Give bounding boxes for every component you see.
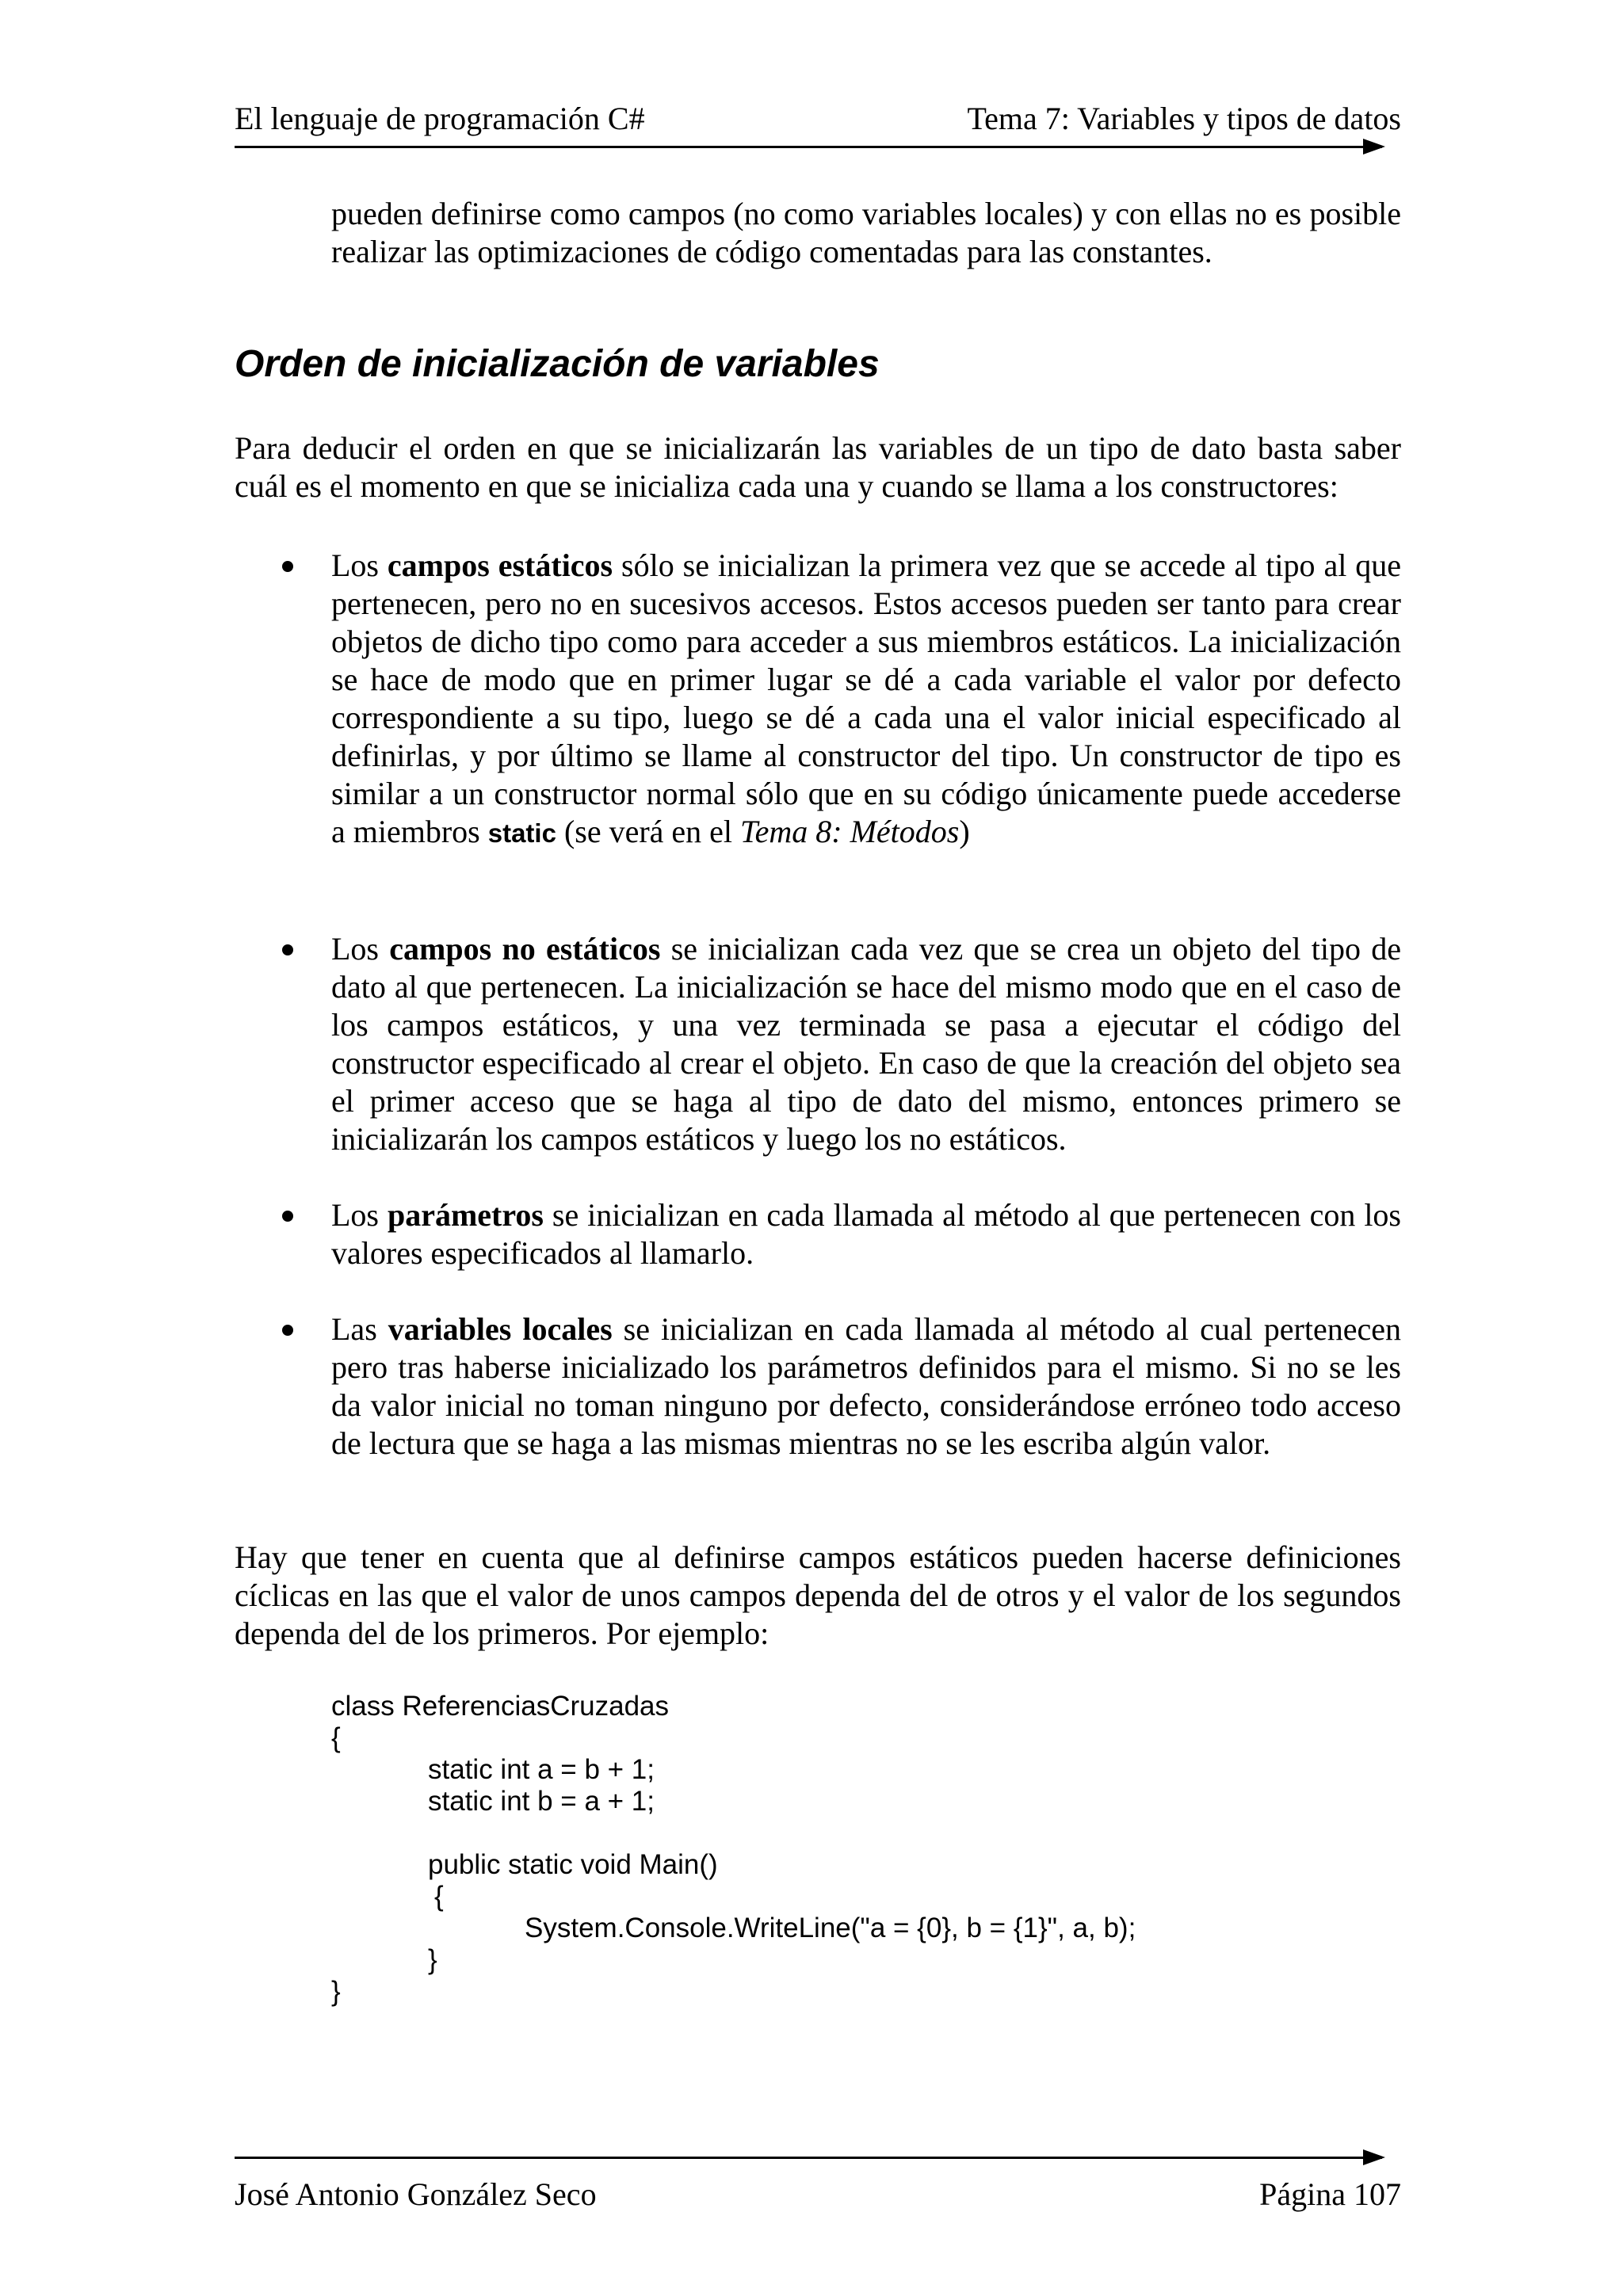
list-item-term: variables locales xyxy=(388,1311,613,1347)
closing-paragraph: Hay que tener en cuenta que al definirse campos estáticos pueden hacerse definiciones cíclicas en las que el valor de unos campos dependa del de otros y el valor de los segundos dependa del de los primeros. Por ejemplo: xyxy=(235,1539,1401,1651)
code-line: System.Console.WriteLine("a = {0}, b = {1}", a, b); xyxy=(525,1913,1136,1943)
bullet-icon xyxy=(282,1325,293,1336)
list-item-prefix: Los xyxy=(331,547,388,583)
list-item-body: sólo se inicializan la primera vez que se accede al tipo al que pertenecen, pero no en sucesivos accesos. Estos accesos pueden ser tanto para crear objetos de dicho tipo como para acceder a sus miembros estáticos. La inicialización se hace de modo que en primer lugar se dé a cada variable el valor por defecto correspondiente a su tipo, luego se dé a cada una el valor inicial especificado al definirlas, y por último se llame al constructor del tipo. Un constructor de tipo es similar a un constructor normal sólo que en su código únicamente puede accederse a miembros xyxy=(331,547,1401,849)
list-item-text xyxy=(331,1310,1401,1463)
list-item-text xyxy=(331,930,1401,1158)
list-item-term: campos estáticos xyxy=(387,547,613,583)
section-heading: Orden de inicialización de variables xyxy=(235,343,880,385)
list-item-body: se inicializan en cada llamada al método al que pertenecen con los valores especificados al llamarlo. xyxy=(331,1197,1402,1271)
lead-paragraph: Para deducir el orden en que se inicializarán las variables de un tipo de dato basta saber cuál es el momento en que se inicializa cada una y cuando se llama a los constructores: xyxy=(235,430,1401,504)
list-item-prefix: Las xyxy=(331,1311,388,1347)
list-item-prefix: Los xyxy=(331,1197,388,1233)
inline-code-keyword: static xyxy=(487,818,556,848)
header-book-title: El lenguaje de programación C# xyxy=(235,101,645,136)
code-line: static int b = a + 1; xyxy=(428,1786,655,1817)
code-line: class ReferenciasCruzadas xyxy=(331,1691,670,1722)
code-line: static int a = b + 1; xyxy=(428,1754,655,1785)
list-item-term: parámetros xyxy=(387,1197,544,1233)
list-item-body: se inicializan cada vez que se crea un objeto del tipo de dato al que pertenecen. La inicialización se hace del mismo modo que en el caso de los campos estáticos, y una vez terminada se pasa a ejecutar el código del constructor especificado al crear el objeto. En caso de que la creación del objeto sea el primer acceso que se haga al tipo de dato del mismo, entonces primero se inicializarán los campos estáticos y luego los no estáticos. xyxy=(331,931,1402,1157)
code-line: } xyxy=(331,1976,341,2007)
intro-continuation-paragraph: pueden definirse como campos (no como variables locales) y con ellas no es posible realizar las optimizaciones de código comentadas para las constantes. xyxy=(331,196,1401,269)
list-item-text xyxy=(331,547,1401,852)
code-line: } xyxy=(428,1944,437,1975)
list-item-prefix: Los xyxy=(331,931,390,967)
header-arrow-rule xyxy=(235,146,1382,148)
list-item-body-continued: (se verá en el xyxy=(556,814,741,849)
footer-author: José Antonio González Seco xyxy=(235,2176,597,2212)
footer-arrow-rule xyxy=(235,2157,1382,2159)
header-chapter-title: Tema 7: Variables y tipos de datos xyxy=(967,101,1401,136)
code-line: { xyxy=(331,1722,341,1753)
closing-parenthesis: ) xyxy=(959,814,970,849)
code-line: { xyxy=(434,1881,444,1912)
cross-reference: Tema 8: Métodos xyxy=(740,814,960,849)
list-item-text xyxy=(331,1196,1401,1272)
bullet-icon xyxy=(282,561,293,572)
list-item-term: campos no estáticos xyxy=(389,931,661,967)
bullet-icon xyxy=(282,944,293,955)
bullet-icon xyxy=(282,1211,293,1222)
list-item-body: se inicializan en cada llamada al método al cual pertenecen pero tras haberse inicializado los parámetros definidos para el mismo. Si no se les da valor inicial no toman ninguno por defecto, considerándose erróneo todo acceso de lectura que se haga a las mismas mientras no se les escriba algún valor. xyxy=(331,1311,1401,1461)
code-line: public static void Main() xyxy=(428,1849,718,1880)
footer-page-number: Página 107 xyxy=(1259,2176,1401,2212)
